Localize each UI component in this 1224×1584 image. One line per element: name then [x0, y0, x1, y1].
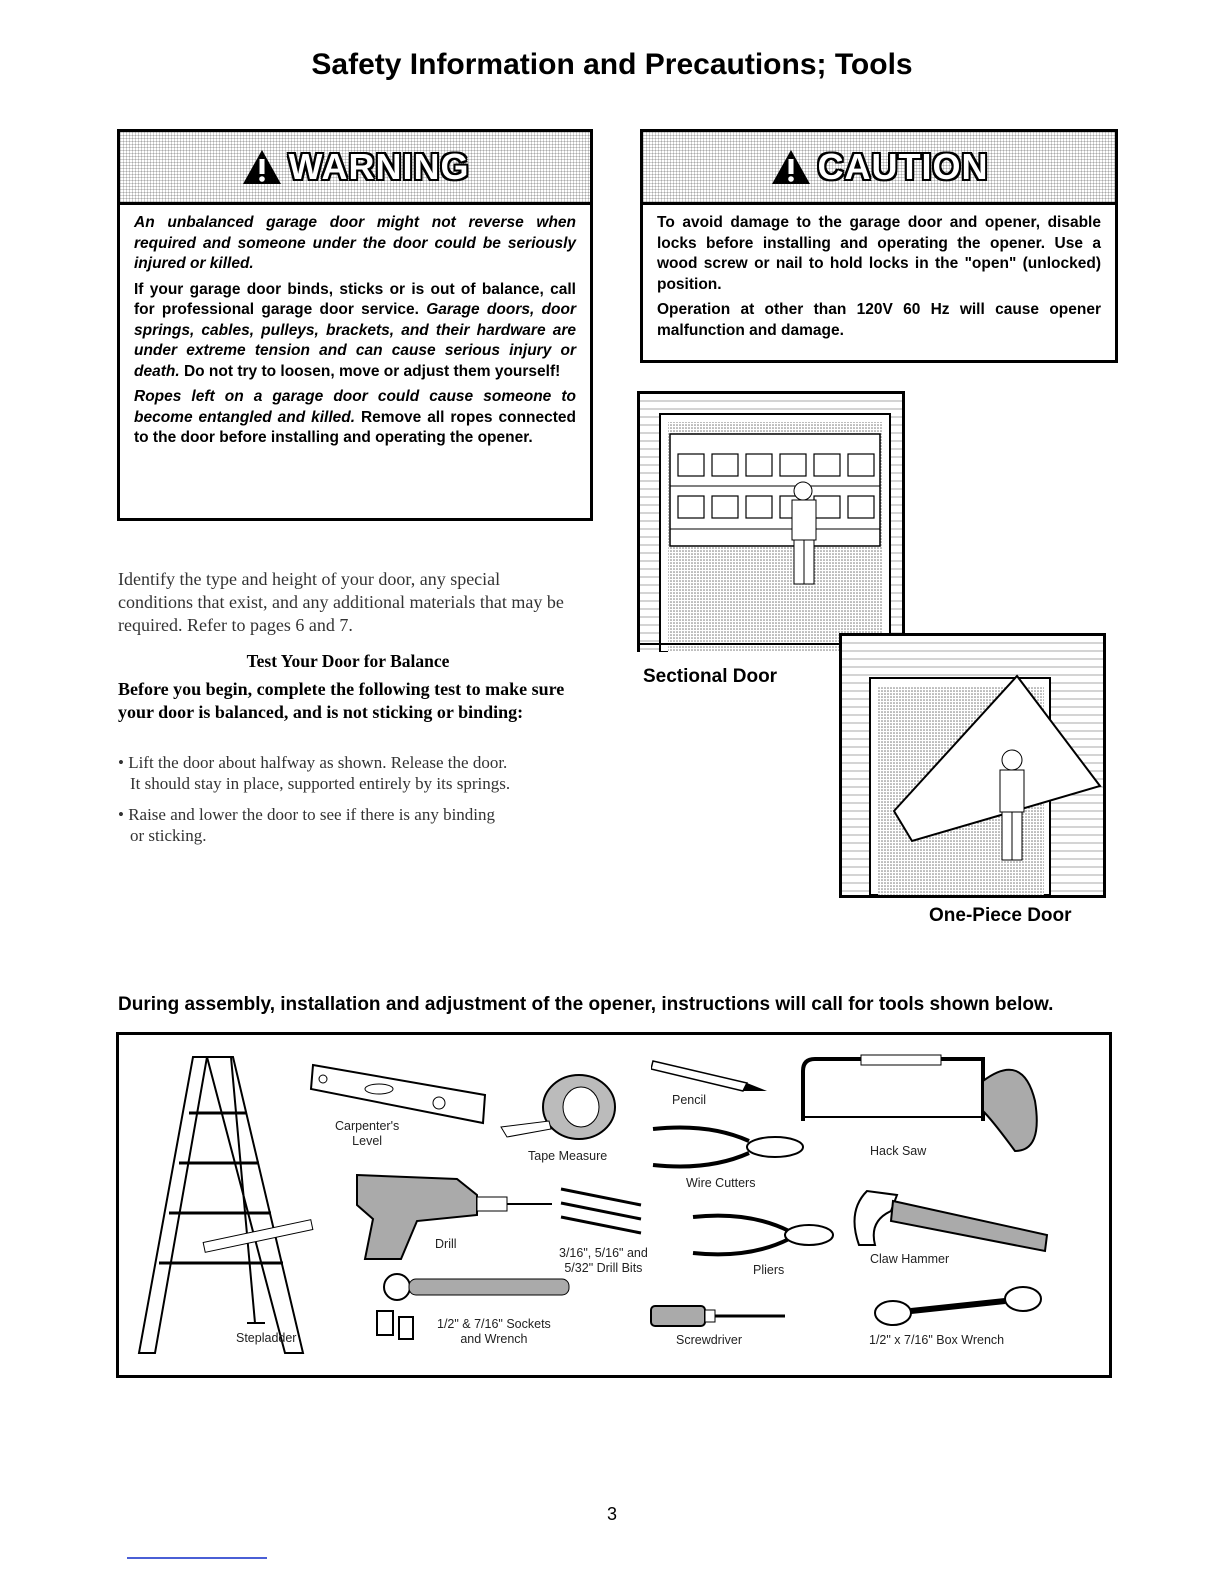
one-piece-door-caption: One-Piece Door — [929, 905, 1072, 926]
stepladder-label: Stepladder — [236, 1331, 297, 1345]
warning-heading: WARNING — [288, 146, 470, 187]
wire-cutters-label: Wire Cutters — [686, 1176, 756, 1190]
caution-triangle-icon — [770, 148, 812, 186]
drill-bits-icon — [557, 1183, 647, 1239]
warning-body — [120, 205, 590, 464]
caution-header — [643, 132, 1115, 205]
warning-header — [120, 132, 590, 205]
warning-text-2 — [134, 280, 576, 383]
balance-bullet-2 — [118, 804, 588, 846]
drill-label: Drill — [435, 1237, 457, 1251]
tape-measure-label: Tape Measure — [528, 1149, 608, 1163]
warning-text-3a: Ropes left on a garage door could cause someone to become entangled and killed. — [134, 388, 576, 426]
warning-text-3b: Remove all ropes connected to the door before installing and operating the opener. — [134, 408, 576, 446]
pliers-label: Pliers — [753, 1263, 785, 1277]
screwdriver-icon — [649, 1303, 789, 1329]
wire-cutters-icon — [649, 1121, 809, 1173]
pencil-label: Pencil — [672, 1093, 707, 1107]
intro-text: Identify the type and height of your door, any special conditions that exist, and any additional materials that may be required. Refer to pages 6 and 7. — [118, 569, 564, 635]
warning-text-1: An unbalanced garage door might not reverse when required and someone under the door could be seriously injured or killed. — [134, 214, 576, 272]
balance-bullet-1 — [118, 752, 588, 794]
sectional-door-illustration — [637, 391, 905, 652]
bullet-1-line-1: • Lift the door about halfway as shown. Release the door. — [118, 753, 508, 772]
bullet-2-line-1: • Raise and lower the door to see if there is any binding — [118, 805, 496, 824]
box-wrench-icon — [871, 1283, 1051, 1333]
page-number: 3 — [606, 1504, 617, 1524]
screwdriver-label: Screwdriver — [676, 1333, 742, 1347]
level-label-line-1: Carpenter's — [335, 1119, 400, 1133]
hacksaw-label: Hack Saw — [870, 1144, 927, 1158]
pencil-icon — [651, 1057, 771, 1097]
tools-heading: During assembly, installation and adjustment of the opener, instructions will call for tools shown below. — [118, 994, 1054, 1015]
caution-heading: CAUTION — [817, 146, 989, 187]
page-title: Safety Information and Precautions; Tools — [311, 48, 913, 81]
claw-hammer-label: Claw Hammer — [870, 1252, 950, 1266]
caution-text-2: Operation at other than 120V 60 Hz will cause opener malfunction and damage. — [657, 301, 1101, 339]
caution-body — [643, 205, 1115, 356]
box-wrench-label: 1/2" x 7/16" Box Wrench — [869, 1333, 1005, 1347]
claw-hammer-icon — [847, 1181, 1057, 1261]
sectional-door-caption: Sectional Door — [643, 666, 778, 687]
level-label-line-2: Level — [352, 1134, 383, 1148]
one-piece-door-illustration — [839, 633, 1106, 898]
caution-text-1: To avoid damage to the garage door and opener, disable locks before installing and operating the opener. Use a wood screw or nail to hold locks in the "open" (unlocked) position. — [657, 214, 1101, 293]
level-label — [335, 1119, 399, 1149]
warning-text-3 — [134, 387, 576, 449]
pliers-icon — [689, 1205, 839, 1265]
balance-heading: Test Your Door for Balance — [246, 651, 450, 671]
balance-lead: Before you begin, complete the following test to make sure your door is balanced, and is not sticking or binding: — [118, 679, 565, 722]
warning-box — [117, 129, 593, 521]
warning-text-2a: If your garage door binds, sticks or is out of balance, call for professional garage door service. — [134, 280, 576, 318]
tape-measure-icon — [497, 1069, 627, 1149]
sockets-label — [437, 1317, 551, 1347]
bits-label-line-2: 5/32" Drill Bits — [564, 1261, 643, 1275]
warning-text-2c: Do not try to loosen, move or adjust them yourself! — [179, 362, 561, 380]
warning-triangle-icon — [241, 148, 283, 186]
bits-label-line-1: 3/16", 5/16" and — [559, 1246, 648, 1260]
sockets-label-line-2: and Wrench — [460, 1332, 528, 1346]
footer-rule — [127, 1557, 267, 1559]
tools-box — [116, 1032, 1112, 1378]
sockets-label-line-1: 1/2" & 7/16" Sockets — [437, 1317, 551, 1331]
caution-box — [640, 129, 1118, 363]
warning-text-2b: Garage doors, door springs, cables, pulleys, brackets, and their hardware are under extreme tension and can cause serious injury or death. — [134, 301, 576, 380]
bullet-1-line-2: It should stay in place, supported entirely by its springs. — [130, 774, 511, 793]
bullet-2-line-2: or sticking. — [130, 826, 207, 845]
